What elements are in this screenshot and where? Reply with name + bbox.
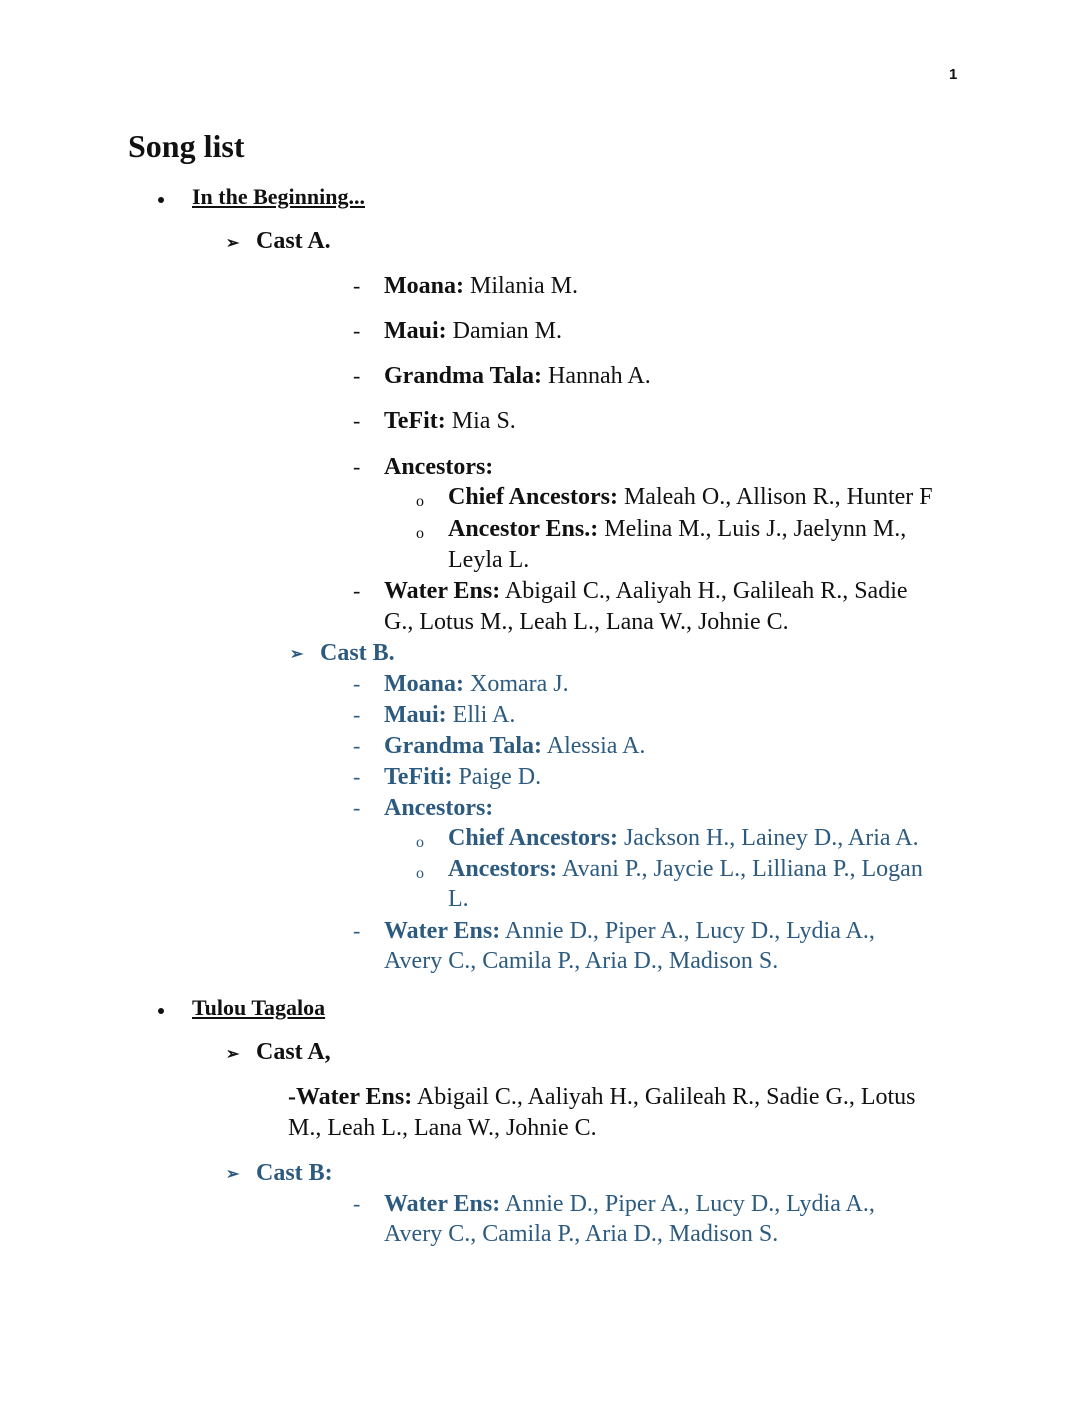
cast-label: Cast B:	[256, 1160, 333, 1186]
role-line: Water Ens: Abigail C., Aaliyah H., Galileah R., Sadie	[384, 578, 908, 604]
role-line: TeFit: Mia S.	[384, 408, 516, 434]
dash-bullet: -	[353, 318, 361, 343]
role-line-cont: M., Leah L., Lana W., Johnie C.	[288, 1115, 597, 1141]
circle-bullet-icon: o	[416, 493, 424, 510]
role-line: Maui: Elli A.	[384, 702, 516, 728]
role-line: -Water Ens: Abigail C., Aaliyah H., Galileah R., Sadie G., Lotus	[288, 1084, 916, 1110]
dash-bullet: -	[353, 273, 361, 298]
role-line: Ancestors:	[384, 454, 494, 480]
bullet-icon	[158, 197, 164, 203]
cast-label: Cast B.	[320, 640, 395, 666]
arrow-bullet-icon: ➢	[226, 235, 240, 252]
dash-bullet: -	[353, 733, 361, 758]
sub-role-line-cont: L.	[448, 886, 469, 912]
dash-bullet: -	[353, 764, 361, 789]
arrow-bullet-icon: ➢	[226, 1166, 240, 1183]
role-line: Ancestors:	[384, 795, 494, 821]
role-line: Water Ens: Annie D., Piper A., Lucy D., Lydia A.,	[384, 918, 875, 944]
role-line: Maui: Damian M.	[384, 318, 562, 344]
bullet-icon	[158, 1008, 164, 1014]
role-line: Moana: Milania M.	[384, 273, 578, 299]
page-title: Song list	[128, 128, 245, 164]
dash-bullet: -	[353, 454, 361, 479]
role-line: Water Ens: Annie D., Piper A., Lucy D., Lydia A.,	[384, 1191, 875, 1217]
sub-role-line: Ancestors: Avani P., Jaycie L., Lilliana P., Logan	[448, 856, 923, 882]
sub-role-line: Chief Ancestors: Jackson H., Lainey D., Aria A.	[448, 825, 919, 851]
role-line: Grandma Tala: Alessia A.	[384, 733, 646, 759]
dash-bullet: -	[353, 363, 361, 388]
dash-bullet: -	[353, 578, 361, 603]
role-line-cont: Avery C., Camila P., Aria D., Madison S.	[384, 1221, 779, 1247]
song-title: In the Beginning...	[192, 184, 365, 209]
sub-role-line: Ancestor Ens.: Melina M., Luis J., Jaelynn M.,	[448, 516, 907, 542]
sub-role-line-cont: Leyla L.	[448, 547, 530, 573]
dash-bullet: -	[353, 702, 361, 727]
role-line-cont: G., Lotus M., Leah L., Lana W., Johnie C.	[384, 609, 789, 635]
arrow-bullet-icon: ➢	[226, 1046, 240, 1063]
role-line: Grandma Tala: Hannah A.	[384, 363, 651, 389]
dash-bullet: -	[353, 408, 361, 433]
dash-bullet: -	[353, 795, 361, 820]
role-line: Moana: Xomara J.	[384, 671, 569, 697]
cast-label: Cast A,	[256, 1039, 331, 1065]
role-line: TeFiti: Paige D.	[384, 764, 542, 790]
role-line-cont: Avery C., Camila P., Aria D., Madison S.	[384, 948, 779, 974]
arrow-bullet-icon: ➢	[290, 646, 304, 663]
dash-bullet: -	[353, 1191, 361, 1216]
circle-bullet-icon: o	[416, 865, 424, 882]
sub-role-line: Chief Ancestors: Maleah O., Allison R., Hunter F	[448, 484, 933, 510]
circle-bullet-icon: o	[416, 834, 424, 851]
page-number: 1	[949, 66, 958, 83]
song-title: Tulou Tagaloa	[192, 995, 326, 1020]
dash-bullet: -	[353, 671, 361, 696]
dash-bullet: -	[353, 918, 361, 943]
circle-bullet-icon: o	[416, 525, 424, 542]
cast-label: Cast A.	[256, 228, 331, 254]
